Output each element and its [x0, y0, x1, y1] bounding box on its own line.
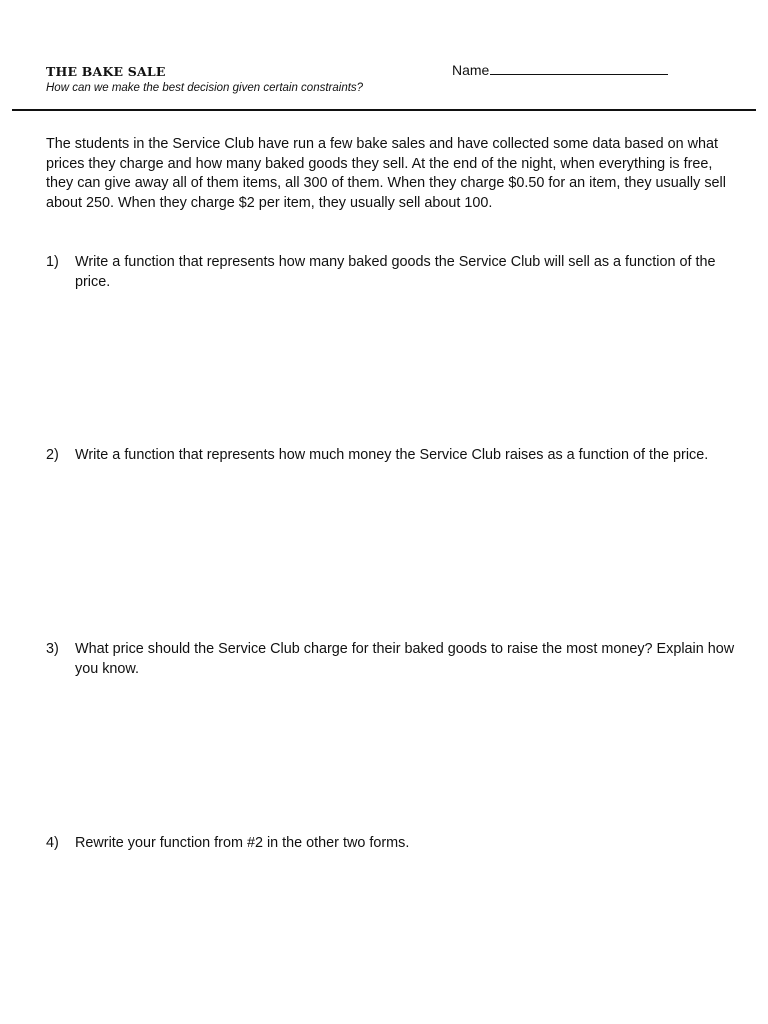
- question-2: [46, 446, 736, 466]
- question-text: Write a function that represents how many baked goods the Service Club will sell as a function of the price.: [75, 254, 716, 290]
- worksheet-title: THE BAKE SALE: [46, 64, 166, 79]
- intro-paragraph: The students in the Service Club have run a few bake sales and have collected some data based on what prices they charge and how many baked goods they sell. At the end of the night, when everything is free, they can give away all of them items, all 300 of them. When they charge $0.50 for an item, they usually sell about 250. When they charge $2 per item, they usually sell about 100.: [46, 136, 726, 211]
- question-text: Write a function that represents how much money the Service Club raises as a function of the price.: [75, 447, 709, 463]
- question-number: 1): [46, 254, 59, 270]
- question-number: 4): [46, 835, 59, 851]
- name-field: [452, 62, 668, 78]
- name-label: Name: [452, 62, 490, 78]
- question-1: [46, 253, 736, 292]
- header-divider: [12, 109, 756, 111]
- question-3: [46, 640, 736, 679]
- name-blank-line: [490, 62, 668, 75]
- worksheet-subtitle: How can we make the best decision given certain constraints?: [46, 82, 364, 94]
- question-text: Rewrite your function from #2 in the other two forms.: [75, 835, 410, 851]
- question-text: What price should the Service Club charge for their baked goods to raise the most money? Explain how you know.: [75, 641, 735, 677]
- question-number: 3): [46, 641, 59, 657]
- question-number: 2): [46, 447, 59, 463]
- question-4: [46, 834, 736, 854]
